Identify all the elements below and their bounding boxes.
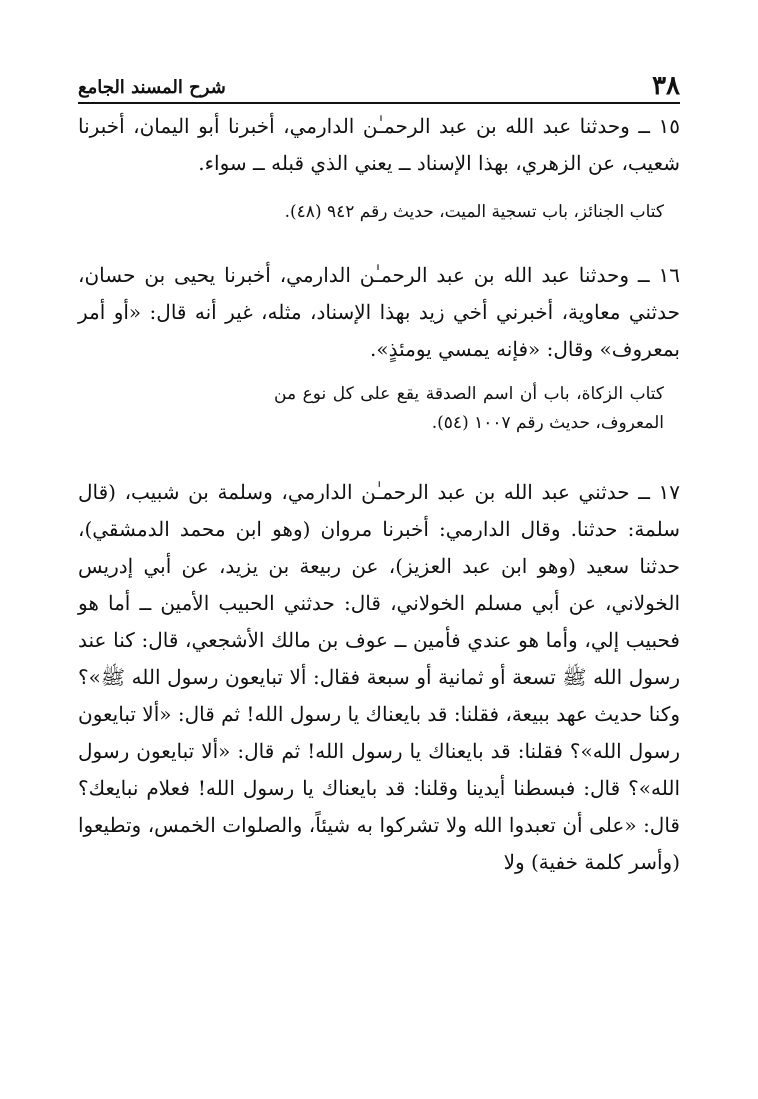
running-title: شرح المسند الجامع [78, 77, 226, 98]
page-header [78, 66, 680, 104]
hadith-15-text: ١٥ ــ وحدثنا عبد الله بن عبد الرحمـٰن الدارمي، أخبرنا أبو اليمان، أخبرنا شعيب، عن الزهري، بهذا الإسناد ــ يعني الذي قبله ــ سواء. [78, 114, 680, 175]
hadith-16-reference: كتاب الزكاة، باب أن اسم الصدقة يقع على كل نوع من المعروف، حديث رقم ١٠٠٧ (٥٤). [274, 384, 664, 433]
hadith-16-text: ١٦ ــ وحدثنا عبد الله بن عبد الرحمـٰن الدارمي، أخبرنا يحيى بن حسان، حدثني معاوية، أخبرني أخي زيد بهذا الإسناد، مثله، غير أنه قال: «أو أمر بمعروف» وقال: «فإنه يمسي يومئذٍ». [78, 263, 680, 361]
hadith-15-reference: كتاب الجنائز، باب تسجية الميت، حديث رقم ٩٤٢ (٤٨). [284, 202, 664, 222]
page-body [78, 108, 680, 881]
hadith-17-text: ١٧ ــ حدثني عبد الله بن عبد الرحمـٰن الدارمي، وسلمة بن شبيب، (قال سلمة: حدثنا. وقال الدارمي: أخبرنا مروان (وهو ابن محمد الدمشقي)، حدثنا سعيد (وهو ابن عبد العزيز)، عن ربيعة بن يزيد، عن أبي إدريس الخولاني، عن أبي مسلم الخولاني، قال: حدثني الحبيب الأمين ــ أما هو فحبيب إلي، وأما هو عندي فأمين ــ عوف بن مالك الأشجعي، قال: كنا عند رسول الله ﷺ تسعة أو ثمانية أو سبعة فقال: ألا تبايعون رسول الله ﷺ»؟ وكنا حديث عهد ببيعة، فقلنا: قد بايعناك يا رسول الله! ثم قال: «ألا تبايعون رسول الله»؟ فقلنا: قد بايعناك يا رسول الله! ثم قال: «ألا تبايعون رسول الله»؟ قال: فبسطنا أيدينا وقلنا: قد بايعناك يا رسول الله! فعلام نبايعك؟ قال: «على أن تعبدوا الله ولا تشركوا به شيئاً، والصلوات الخمس، وتطيعوا (وأسر كلمة خفية) ولا [78, 480, 680, 874]
page-number: ٣٨ [652, 71, 680, 101]
